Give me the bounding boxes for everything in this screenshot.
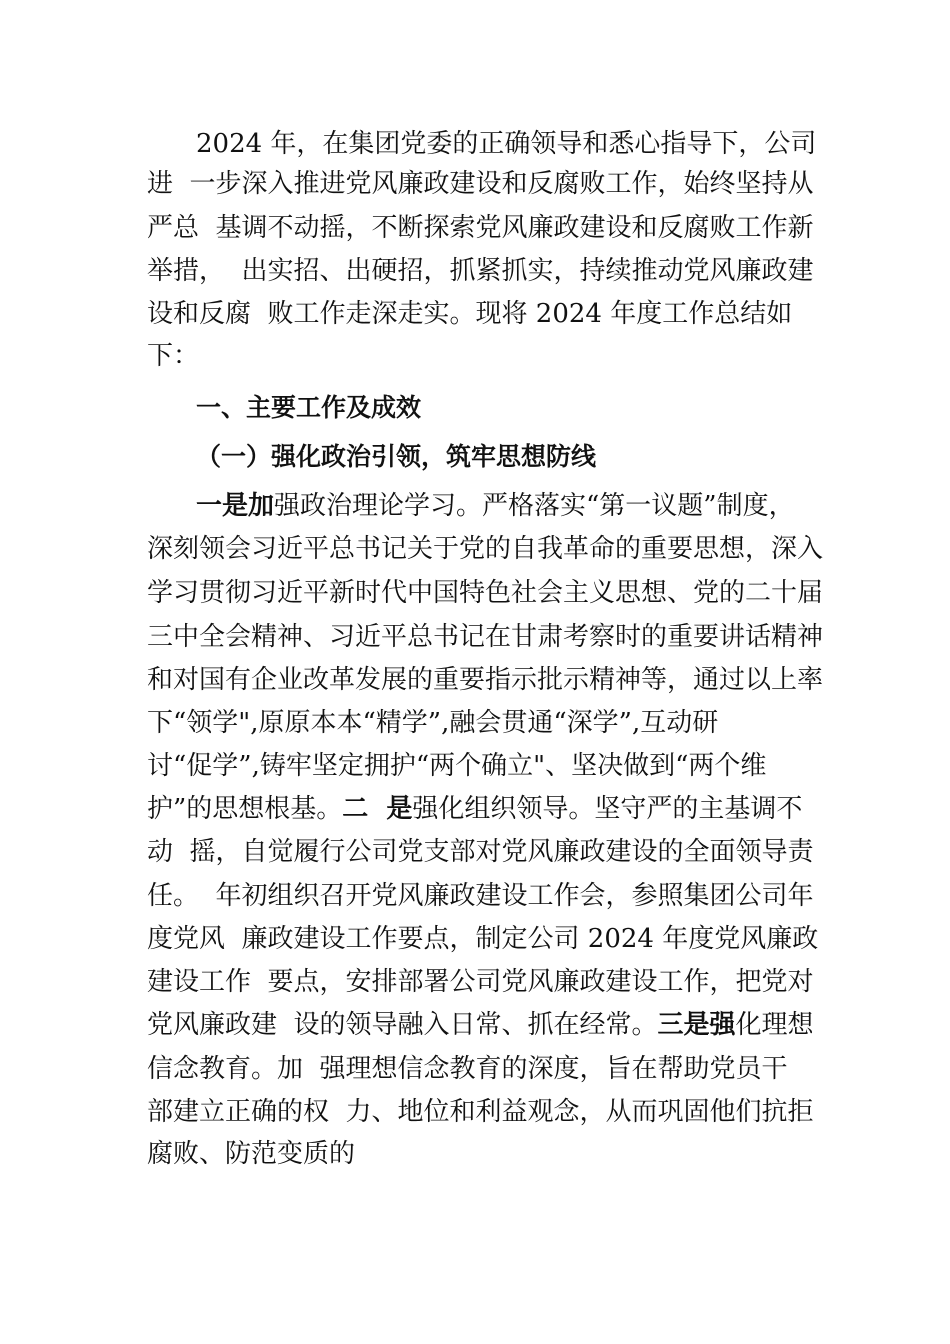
body-line-15: 部建立正确的权 力、地位和利益观念，从而巩固他们抗拒	[147, 1097, 814, 1127]
body-line-1-text: 强政治理论学习。严格落实“第一议题”制度，	[274, 491, 795, 521]
body-line-14: 信念教育。加 强理想信念教育的深度，旨在帮助党员干	[147, 1054, 788, 1084]
body-line-9: 动 摇，自觉履行公司党支部对党风廉政建设的全面领导责	[147, 837, 814, 867]
body-line-12: 建设工作 要点，安排部署公司党风廉政建设工作，把党对	[147, 967, 814, 997]
intro-line-4: 举措， 出实招、出硬招，抓紧抓实，持续推动党风廉政建	[147, 256, 814, 286]
point-two-marker: 二 是	[342, 794, 413, 824]
intro-line-1: 2024 年，在集团党委的正确领导和悉心指导下，公司	[196, 129, 817, 159]
body-line-2: 深刻领会习近平总书记关于党的自我革命的重要思想，深入	[147, 534, 824, 564]
body-line-13-lead: 党风廉政建 设的领导融入日常、抓在经常。	[147, 1010, 658, 1040]
body-line-4: 三中全会精神、习近平总书记在甘肃考察时的重要讲话精神	[147, 622, 824, 652]
body-line-5: 和对国有企业改革发展的重要指示批示精神等，通过以上率	[147, 665, 824, 695]
intro-line-2: 进 一步深入推进党风廉政建设和反腐败工作，始终坚持从	[147, 169, 814, 199]
body-line-8-lead: 护”的思想根基。	[147, 794, 343, 824]
body-line-16: 腐败、防范变质的	[147, 1139, 356, 1169]
intro-line-6: 下：	[147, 341, 200, 371]
subsection-heading: （一）强化政治引领，筑牢思想防线	[196, 442, 597, 471]
point-one-marker: 一是加	[196, 491, 275, 521]
body-line-3: 学习贯彻习近平新时代中国特色社会主义思想、党的二十届	[147, 578, 824, 608]
body-line-13-text: 化理想	[735, 1010, 814, 1040]
body-line-6: 下“领学",原原本本“精学”,融会贯通“深学”,互动研	[147, 708, 719, 738]
body-line-1	[196, 486, 795, 526]
intro-line-3: 严总 基调不动摇，不断探索党风廉政建设和反腐败工作新	[147, 213, 814, 243]
intro-line-5: 设和反腐 败工作走深走实。现将 2024 年度工作总结如	[147, 299, 793, 329]
section-heading: 一、主要工作及成效	[196, 393, 422, 422]
body-line-11: 度党风 廉政建设工作要点，制定公司 2024 年度党风廉政	[147, 924, 819, 954]
body-line-8-text: 强化组织领导。坚守严的主基调不	[412, 794, 803, 824]
body-line-8	[147, 789, 802, 829]
body-line-10: 任。 年初组织召开党风廉政建设工作会，参照集团公司年	[147, 881, 814, 911]
point-three-marker: 三是强	[657, 1010, 736, 1040]
body-line-13	[147, 1005, 814, 1045]
body-line-7: 讨“促学”,铸牢坚定拥护“两个确立"、坚决做到“两个维	[147, 751, 767, 781]
